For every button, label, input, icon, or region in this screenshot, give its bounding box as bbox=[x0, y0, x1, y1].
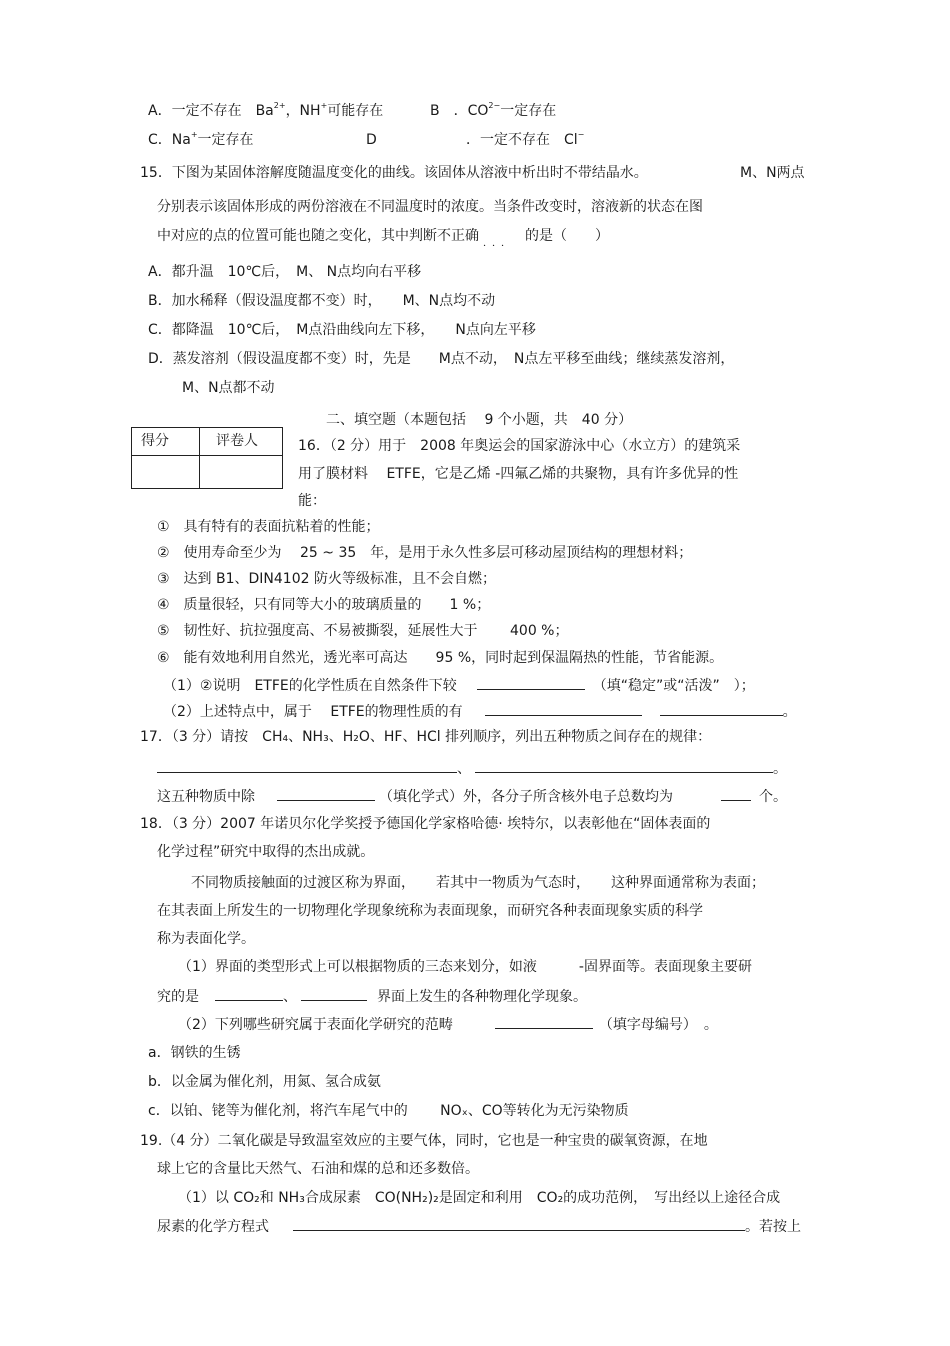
q18-blank-2[interactable] bbox=[301, 986, 367, 1001]
q14-option-b bbox=[430, 101, 556, 121]
q17-line2 bbox=[157, 758, 787, 779]
q18-separator: 、 bbox=[283, 989, 297, 1005]
q17-blank-4[interactable] bbox=[721, 786, 751, 801]
q14-d-charge: − bbox=[577, 130, 585, 139]
q18-line2: 化学过程”研究中取得的杰出成就。 bbox=[157, 844, 375, 860]
q14-d-ion: Cl bbox=[564, 132, 578, 148]
q14-c-charge: + bbox=[190, 130, 198, 139]
q15-option-d: D．蒸发溶剂（假设温度都不变）时，先是 M点不动， N点左平移至曲线；继续蒸发溶剂， bbox=[148, 351, 735, 367]
q18-option-a: a．钢铁的生锈 bbox=[148, 1045, 241, 1061]
q17-line1: 17．（3 分）请按 CH₄、NH₃、H₂O、HF、HCl 排列顺序，列出五种物质之间存在的规律： bbox=[140, 729, 712, 745]
q18-line3: 不同物质接触面的过渡区称为界面， 若其中一物质为气态时， 这种界面通常称为表面； bbox=[191, 875, 765, 891]
q14-a-label: A．一定不存在 bbox=[148, 103, 242, 119]
q18-sub1: （1）界面的类型形式上可以根据物质的三态来划分，如液 -固界面等。表面现象主要研 bbox=[178, 959, 752, 975]
q16-item-2: ② 使用寿命至少为 25 ~ 35 年，是用于永久性多层可移动屋顶结构的理想材料； bbox=[157, 545, 693, 561]
score-table-col-divider bbox=[199, 427, 200, 488]
q19-sub1-text: 尿素的化学方程式 bbox=[157, 1219, 269, 1235]
q16-sub2-blank-1[interactable] bbox=[485, 701, 642, 716]
q17-line3-text: 这五种物质中除 bbox=[157, 789, 255, 805]
q18-blank-1[interactable] bbox=[215, 986, 283, 1001]
q16-line3: 能： bbox=[298, 493, 326, 509]
q19-sub1: （1）以 CO₂和 NH₃合成尿素 CO(NH₂)₂是固定和利用 CO₂的成功范例， 写出经以上途径合成 bbox=[178, 1190, 781, 1206]
q15-option-b: B．加水稀释（假设温度都不变）时， M、N点均不动 bbox=[148, 293, 496, 309]
q14-a-ion2-charge: + bbox=[320, 101, 328, 110]
q16-item-1: ① 具有特有的表面抗粘着的性能； bbox=[157, 519, 380, 535]
grader-label: 评卷人 bbox=[216, 433, 258, 449]
q16-item-3: ③ 达到 B1、DIN4102 防火等级标准，且不会自燃； bbox=[157, 571, 496, 587]
q14-b-label: B bbox=[430, 103, 440, 119]
q18-line5: 称为表面化学。 bbox=[157, 931, 255, 947]
q18-sub1-tail: 界面上发生的各种物理化学现象。 bbox=[377, 989, 587, 1005]
q19-sub1-cont bbox=[157, 1216, 801, 1237]
q16-item-4: ④ 质量很轻，只有同等大小的玻璃质量的 1 %； bbox=[157, 597, 491, 613]
q15-option-d-cont: M、N点都不动 bbox=[182, 380, 275, 396]
q16-sub1-text: （1）②说明 ETFE的化学性质在自然条件下较 bbox=[163, 678, 457, 694]
q17-line3 bbox=[157, 786, 787, 807]
q15-line3-tail: 的是（ ） bbox=[525, 228, 609, 244]
q14-option-a bbox=[148, 101, 383, 121]
q19-equation-blank[interactable] bbox=[293, 1216, 745, 1231]
q18-line1: 18．（3 分）2007 年诺贝尔化学奖授予德国化学家格哈德· 埃特尔，以表彰他在“固体表面的 bbox=[140, 816, 711, 832]
q14-b-tail: 一定存在 bbox=[500, 103, 557, 119]
q14-option-d bbox=[466, 130, 584, 150]
q17-separator: 、 bbox=[457, 761, 471, 777]
q14-option-d-label: D bbox=[366, 132, 377, 148]
q18-line4: 在其表面上所发生的一切物理化学现象统称为表面现象，而研究各种表面现象实质的科学 bbox=[157, 903, 703, 919]
q14-b-ion: ．CO bbox=[453, 103, 489, 119]
score-table-divider bbox=[131, 455, 282, 456]
q16-line1: 16．（2 分）用于 2008 年奥运会的国家游泳中心（水立方）的建筑采 bbox=[298, 438, 741, 454]
q19-line1: 19.（4 分）二氧化碳是导致温室效应的主要气体，同时，它也是一种宝贵的碳氧资源，在地 bbox=[140, 1133, 708, 1149]
q18-blank-3[interactable] bbox=[495, 1014, 593, 1029]
q16-sub1 bbox=[163, 675, 755, 696]
q15-option-c: C．都降温 10℃后， M点沿曲线向左下移， N点向左平移 bbox=[148, 322, 536, 338]
q14-a-ion2: ，NH bbox=[285, 103, 321, 119]
section-title: 二、填空题（本题包括 9 个小题，共 40 分） bbox=[326, 412, 633, 428]
q14-c-tail: 一定存在 bbox=[197, 132, 254, 148]
q16-sub2 bbox=[163, 701, 797, 722]
q16-sub2-blank-2[interactable] bbox=[660, 701, 783, 716]
q15-option-a: A．都升温 10℃后， M、 N点均向右平移 bbox=[148, 264, 422, 280]
q19-sub1-tail: 。若按上 bbox=[745, 1219, 801, 1235]
q14-a-tail: 可能存在 bbox=[327, 103, 384, 119]
q18-sub2 bbox=[178, 1014, 718, 1035]
q15-emphasis-dots: ．．． bbox=[483, 238, 515, 249]
q17-line2-end: 。 bbox=[773, 761, 787, 777]
score-label: 得分 bbox=[141, 433, 169, 449]
q18-sub1-cont bbox=[157, 986, 587, 1007]
q17-line3-mid: （填化学式）外，各分子所含核外电子总数均为 bbox=[379, 789, 673, 805]
q18-sub2-tail: （填字母编号） 。 bbox=[598, 1017, 718, 1033]
q14-b-charge: 2− bbox=[488, 101, 501, 110]
q16-sub1-blank[interactable] bbox=[477, 675, 585, 690]
q14-option-c bbox=[148, 130, 254, 150]
q16-item-5: ⑤ 韧性好、抗拉强度高、不易被撕裂，延展性大于 400 %； bbox=[157, 623, 569, 639]
q16-item-6: ⑥ 能有效地利用自然光，透光率可高达 95 %，同时起到保温隔热的性能，节省能源。 bbox=[157, 650, 724, 666]
q17-blank-2[interactable] bbox=[475, 758, 773, 773]
q17-line3-end: 个。 bbox=[759, 789, 787, 805]
q17-blank-1[interactable] bbox=[157, 758, 457, 773]
q17-blank-3[interactable] bbox=[277, 786, 375, 801]
q15-line2: 分别表示该固体形成的两份溶液在不同温度时的浓度。当条件改变时，溶液新的状态在图 bbox=[157, 199, 703, 215]
q18-sub2-text: （2）下列哪些研究属于表面化学研究的范畴 bbox=[178, 1017, 453, 1033]
q18-option-c: c．以铂、铑等为催化剂，将汽车尾气中的 NOₓ、CO等转化为无污染物质 bbox=[148, 1103, 629, 1119]
q14-a-ion1-charge: 2+ bbox=[273, 101, 286, 110]
q16-sub2-text: （2）上述特点中，属于 ETFE的物理性质的有 bbox=[163, 704, 463, 720]
q15-line3-text: 中对应的点的位置可能也随之变化，其中判断不正确 bbox=[157, 228, 479, 244]
q18-sub1-text: 究的是 bbox=[157, 989, 199, 1005]
q16-sub2-end: 。 bbox=[782, 704, 797, 720]
q14-d-text: ．一定不存在 bbox=[466, 132, 550, 148]
q19-line2: 球上它的含量比天然气、石油和煤的总和还多数倍。 bbox=[157, 1161, 479, 1177]
q15-line1-tail: M、N两点 bbox=[740, 165, 805, 181]
q16-sub1-tail: （填“稳定”或“活泼” ）； bbox=[592, 678, 755, 694]
q16-line2: 用了膜材料 ETFE，它是乙烯 -四氟乙烯的共聚物，具有许多优异的性 bbox=[298, 466, 739, 482]
q14-c-label: C．Na bbox=[148, 132, 191, 148]
q15-line1: 15．下图为某固体溶解度随温度变化的曲线。该固体从溶液中析出时不带结晶水。 bbox=[140, 165, 648, 181]
q15-line3 bbox=[157, 226, 609, 254]
q14-a-ion1: Ba bbox=[255, 103, 274, 119]
q18-option-b: b．以金属为催化剂，用氮、氢合成氨 bbox=[148, 1074, 381, 1090]
